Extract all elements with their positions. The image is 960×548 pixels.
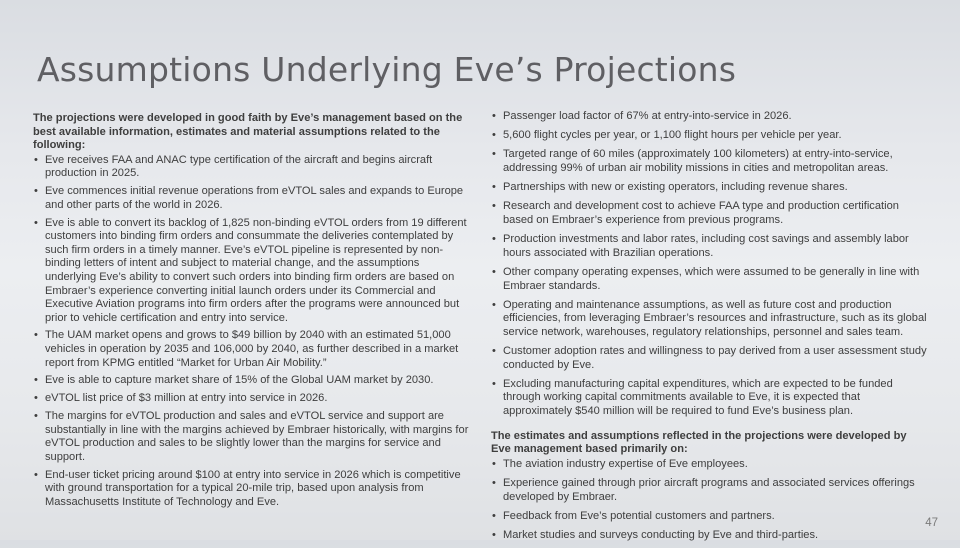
bullet-item: • The aviation industry expertise of Eve employees.	[491, 458, 927, 472]
bullet-item: • 5,600 flight cycles per year, or 1,100 flight hours per vehicle per year.	[491, 129, 927, 143]
right-bullet-list	[491, 110, 927, 419]
bullet-item: • Feedback from Eve’s potential customers and partners.	[491, 510, 927, 524]
bullet-item: • Targeted range of 60 miles (approximately 100 kilometers) at entry-into-service, addressing 99% of urban air mobility missions in cities and metropolitan areas.	[491, 148, 927, 175]
bullet-item: • Eve is able to capture market share of 15% of the Global UAM market by 2030.	[33, 374, 473, 388]
bullet-item: • Excluding manufacturing capital expenditures, which are expected to be funded through working capital commitments available to Eve, it is expected that approximately $540 million will be required to fund Eve’s business plan.	[491, 378, 927, 419]
page-number: 47	[925, 517, 938, 529]
left-intro: The projections were developed in good faith by Eve’s management based on the best available information, estimates and material assumptions related to the following:	[33, 112, 463, 152]
bullet-item: • Operating and maintenance assumptions, as well as future cost and production efficiencies, from leveraging Embraer’s resources and infrastructure, such as its global service network, warehouses, regulatory relationships, personnel and sales team.	[491, 299, 927, 340]
bullet-item: • Customer adoption rates and willingness to pay derived from a user assessment study conducted by Eve.	[491, 345, 927, 372]
bullet-item: • Other company operating expenses, which were assumed to be generally in line with Embraer standards.	[491, 266, 927, 293]
bullet-item: • End-user ticket pricing around $100 at entry into service in 2026 which is competitive with ground transportation for a typical 20-mile trip, based upon analysis from Massachusetts Institute of Technology and Eve.	[33, 469, 473, 510]
bullet-item: • Production investments and labor rates, including cost savings and assembly labor hours associated with Brazilian operations.	[491, 233, 927, 260]
left-bullet-list	[33, 154, 473, 510]
left-column	[33, 112, 473, 514]
bullet-item: • Eve receives FAA and ANAC type certification of the aircraft and begins aircraft production in 2025.	[33, 154, 473, 181]
bullet-item: • Experience gained through prior aircraft programs and associated services offerings developed by Embraer.	[491, 477, 927, 504]
bullet-item: • Passenger load factor of 67% at entry-into-service in 2026.	[491, 110, 927, 124]
right-bullet-list-2	[491, 458, 927, 543]
bullet-item: • Partnerships with new or existing operators, including revenue shares.	[491, 181, 927, 195]
bullet-item: • Eve is able to convert its backlog of 1,825 non-binding eVTOL orders from 19 different customers into binding firm orders and consummate the deliveries contemplated by such firm orders in a timely manner. Eve’s eVTOL pipeline is represented by non-binding letters of intent and subject to material change, and the assumptions underlying Eve’s ability to convert such orders into binding firm orders are based on Embraer’s experience converting initial launch orders under its Commercial and Executive Aviation programs into firm orders after the programs were announced but prior to vehicle certification and entry into service.	[33, 217, 473, 326]
slide-title: Assumptions Underlying Eve’s Projections	[37, 50, 737, 89]
bullet-item: • The UAM market opens and grows to $49 billion by 2040 with an estimated 51,000 vehicles in operation by 2035 and 106,000 by 2040, as further described in a market report from KPMG entitled “Market for Urban Air Mobility.”	[33, 329, 473, 370]
bullet-item: • The margins for eVTOL production and sales and eVTOL service and support are substantially in line with the margins achieved by Embraer historically, with margins for eVTOL production and sales to be slightly lower than the margins for service and support.	[33, 410, 473, 464]
right-section-heading: The estimates and assumptions reflected in the projections were developed by Eve management based primarily on:	[491, 429, 907, 456]
right-column	[491, 110, 927, 548]
bullet-item: • eVTOL list price of $3 million at entry into service in 2026.	[33, 392, 473, 406]
bullet-item: • Eve commences initial revenue operations from eVTOL sales and expands to Europe and other parts of the world in 2026.	[33, 185, 473, 212]
bullet-item: • Research and development cost to achieve FAA type and production certification based on Embraer’s experience from previous programs.	[491, 200, 927, 227]
bullet-item: • Market studies and surveys conducting by Eve and third-parties.	[491, 529, 927, 543]
